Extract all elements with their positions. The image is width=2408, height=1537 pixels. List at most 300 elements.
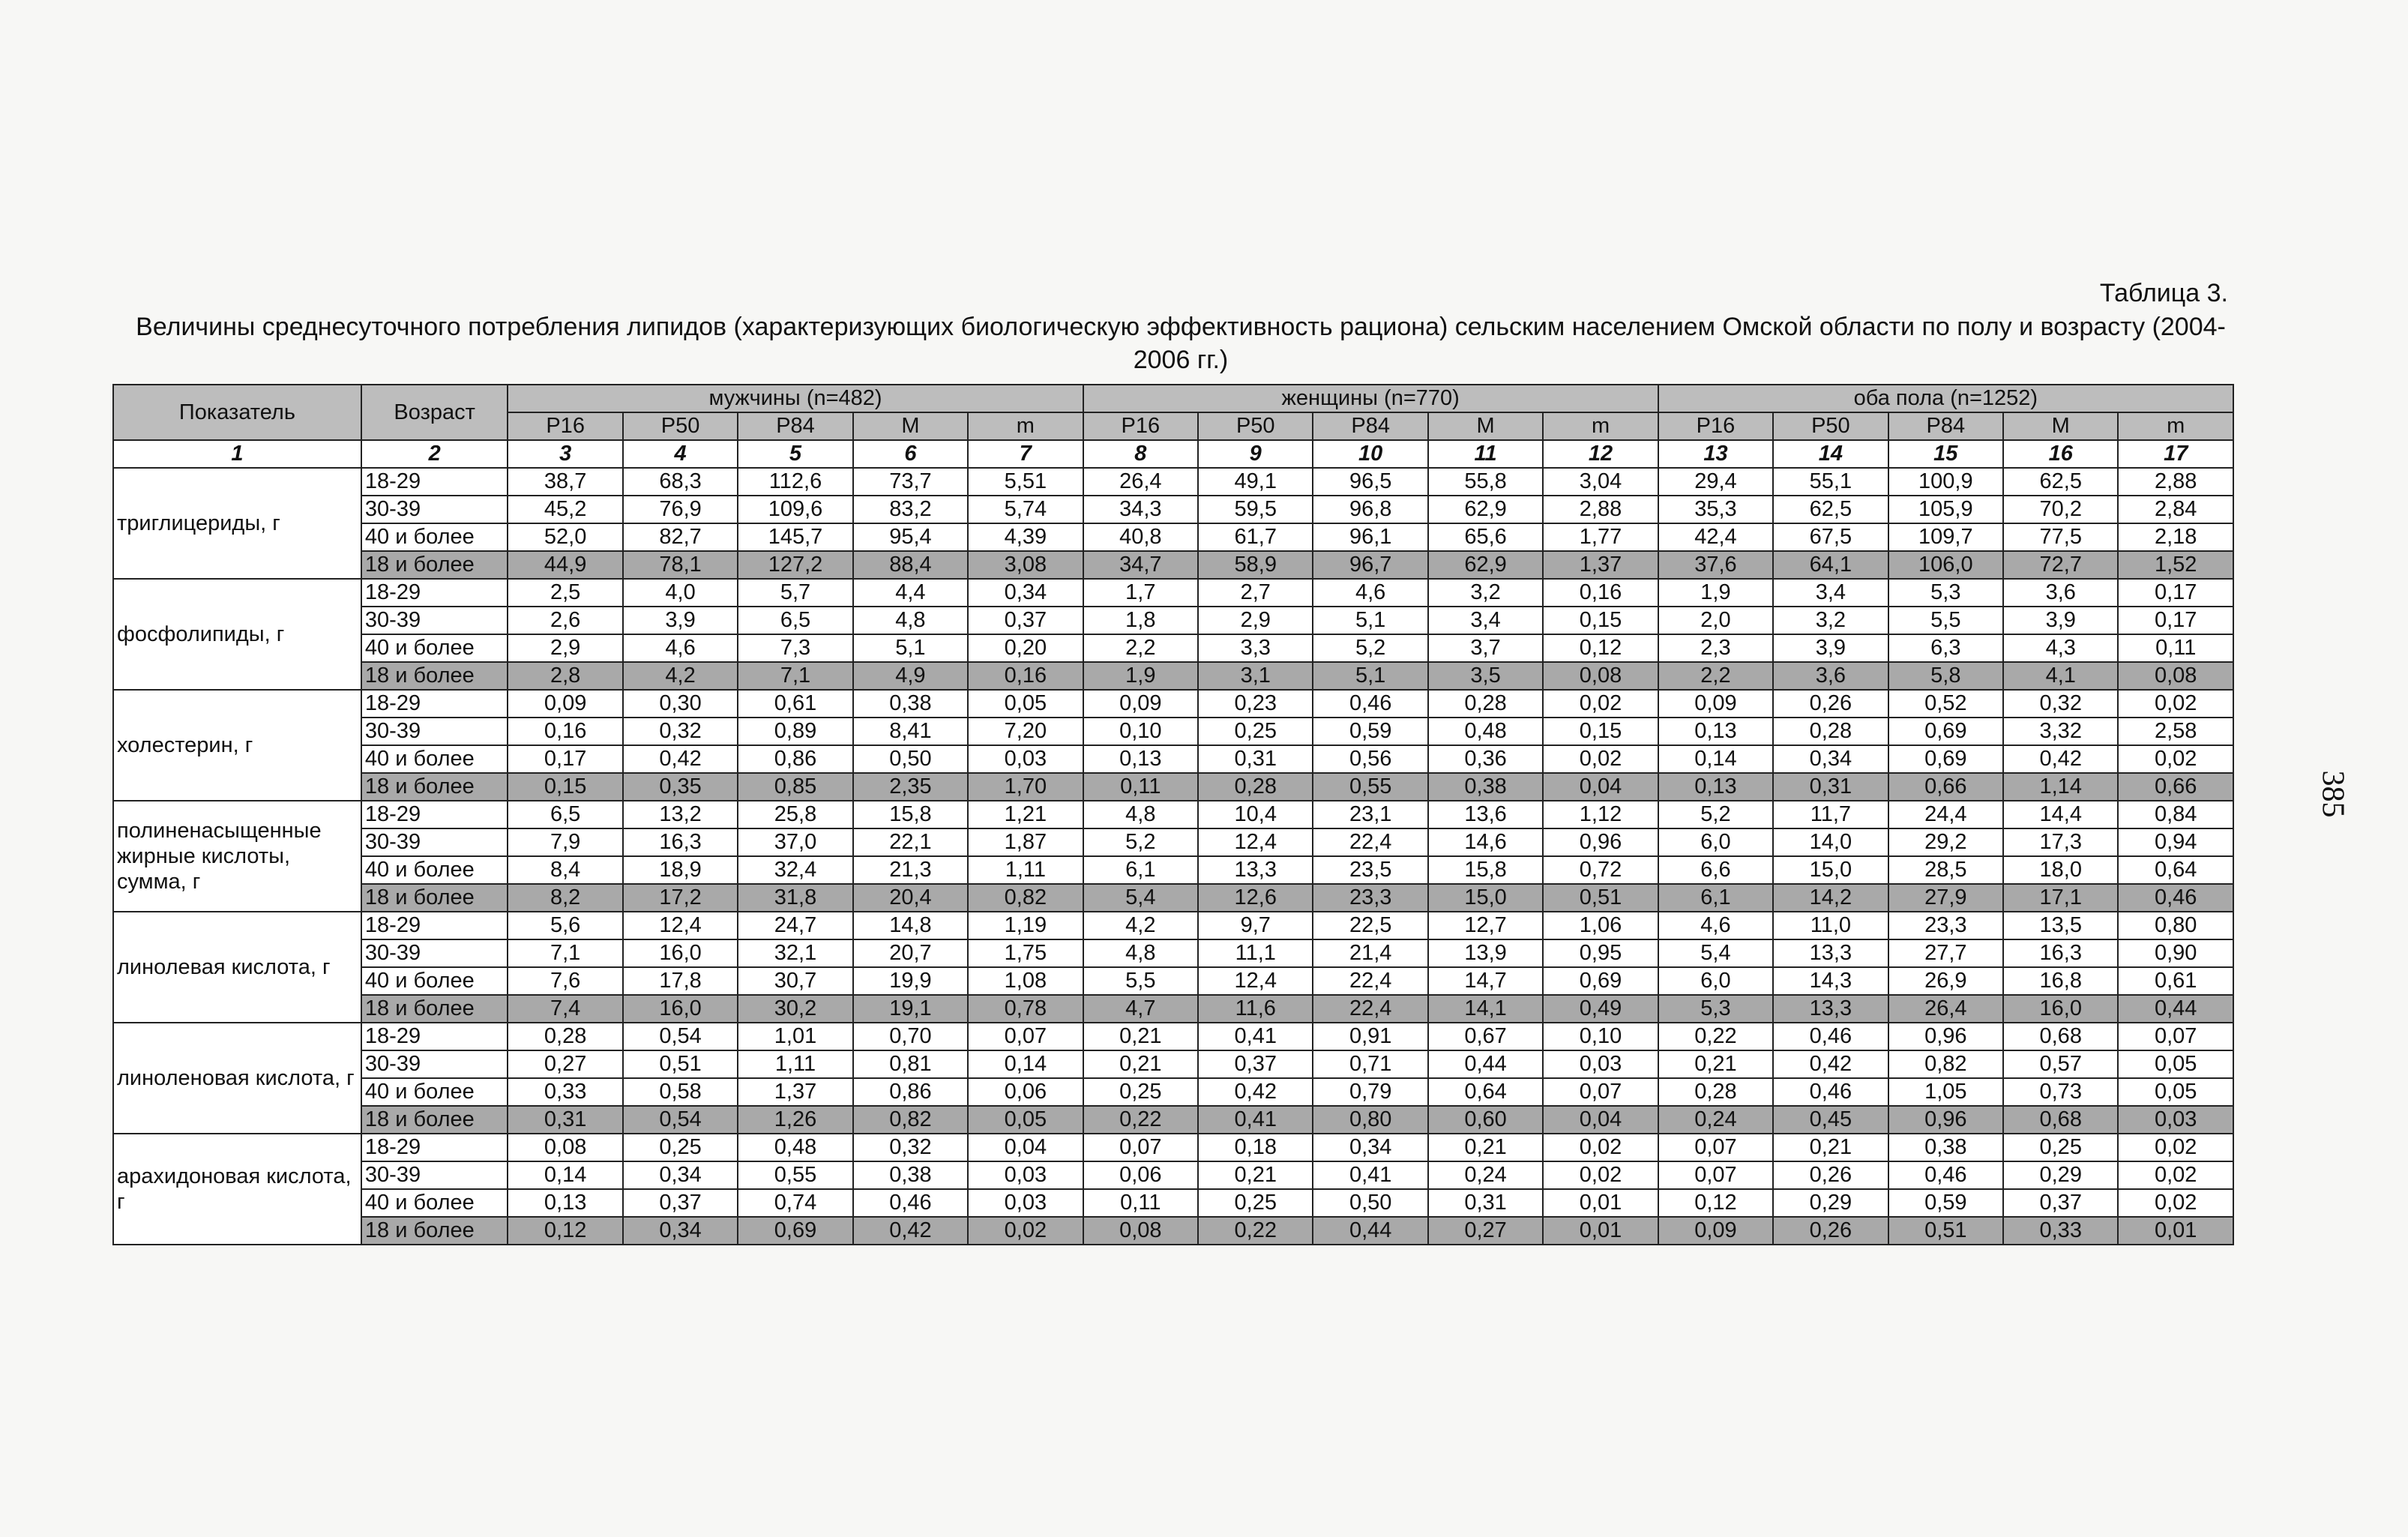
value-cell: 0,46 (1773, 1023, 1888, 1050)
age-cell: 40 и более (361, 523, 508, 551)
value-cell: 0,28 (1428, 690, 1543, 718)
value-cell: 72,7 (2003, 551, 2118, 579)
value-cell: 0,21 (1083, 1050, 1198, 1078)
value-cell: 62,9 (1428, 551, 1543, 579)
value-cell: 0,13 (1658, 718, 1773, 745)
value-cell: 5,4 (1083, 884, 1198, 912)
value-cell: 0,02 (2118, 1134, 2233, 1161)
value-cell: 0,13 (1658, 773, 1773, 801)
value-cell: 26,4 (1083, 468, 1198, 496)
value-cell: 0,14 (508, 1161, 622, 1189)
value-cell: 0,60 (1428, 1106, 1543, 1134)
value-cell: 5,1 (853, 634, 968, 662)
value-cell: 0,46 (1888, 1161, 2003, 1189)
value-cell: 7,3 (738, 634, 852, 662)
header-row-groups (113, 385, 2233, 412)
value-cell: 76,9 (623, 496, 738, 523)
value-cell: 22,4 (1313, 828, 1427, 856)
value-cell: 0,64 (2118, 856, 2233, 884)
value-cell: 6,1 (1083, 856, 1198, 884)
value-cell: 109,6 (738, 496, 852, 523)
value-cell: 1,37 (738, 1078, 852, 1106)
value-cell: 0,41 (1198, 1106, 1313, 1134)
value-cell: 4,6 (623, 634, 738, 662)
table-row (113, 496, 2233, 523)
value-cell: 0,38 (1428, 773, 1543, 801)
value-cell: 88,4 (853, 551, 968, 579)
age-cell: 18 и более (361, 773, 508, 801)
table-row (113, 690, 2233, 718)
value-cell: 22,1 (853, 828, 968, 856)
value-cell: 1,75 (968, 939, 1083, 967)
table-row (113, 1217, 2233, 1245)
value-cell: 64,1 (1773, 551, 1888, 579)
value-cell: 0,35 (623, 773, 738, 801)
column-number: 11 (1428, 440, 1543, 468)
value-cell: 0,01 (1543, 1189, 1658, 1217)
value-cell: 2,9 (508, 634, 622, 662)
value-cell: 0,02 (2118, 1161, 2233, 1189)
value-cell: 0,03 (968, 745, 1083, 773)
value-cell: 2,6 (508, 607, 622, 634)
value-cell: 0,31 (1428, 1189, 1543, 1217)
value-cell: 0,42 (853, 1217, 968, 1245)
value-cell: 3,08 (968, 551, 1083, 579)
value-cell: 18,9 (623, 856, 738, 884)
table-row (113, 1023, 2233, 1050)
value-cell: 2,7 (1198, 579, 1313, 607)
value-cell: 145,7 (738, 523, 852, 551)
column-number: 5 (738, 440, 852, 468)
value-cell: 14,7 (1428, 967, 1543, 995)
value-cell: 0,16 (1543, 579, 1658, 607)
value-cell: 0,02 (2118, 745, 2233, 773)
value-cell: 0,28 (1658, 1078, 1773, 1106)
value-cell: 11,0 (1773, 912, 1888, 939)
value-cell: 0,52 (1888, 690, 2003, 718)
value-cell: 1,37 (1543, 551, 1658, 579)
age-cell: 40 и более (361, 634, 508, 662)
value-cell: 3,04 (1543, 468, 1658, 496)
value-cell: 0,15 (1543, 718, 1658, 745)
value-cell: 0,41 (1198, 1023, 1313, 1050)
value-cell: 21,3 (853, 856, 968, 884)
value-cell: 35,3 (1658, 496, 1773, 523)
value-cell: 3,6 (1773, 662, 1888, 690)
table-row (113, 773, 2233, 801)
header-subcol: P16 (1083, 412, 1198, 440)
value-cell: 2,84 (2118, 496, 2233, 523)
value-cell: 0,03 (968, 1161, 1083, 1189)
table-row (113, 1078, 2233, 1106)
value-cell: 0,38 (853, 690, 968, 718)
value-cell: 0,07 (1658, 1161, 1773, 1189)
value-cell: 0,04 (1543, 773, 1658, 801)
value-cell: 0,17 (2118, 607, 2233, 634)
value-cell: 96,5 (1313, 468, 1427, 496)
age-cell: 18-29 (361, 690, 508, 718)
header-group-men: мужчины (n=482) (508, 385, 1083, 412)
table-row (113, 828, 2233, 856)
column-number: 1 (113, 440, 361, 468)
age-cell: 30-39 (361, 607, 508, 634)
value-cell: 0,48 (1428, 718, 1543, 745)
value-cell: 5,3 (1888, 579, 2003, 607)
value-cell: 11,6 (1198, 995, 1313, 1023)
age-cell: 18 и более (361, 1106, 508, 1134)
value-cell: 3,9 (2003, 607, 2118, 634)
value-cell: 3,7 (1428, 634, 1543, 662)
table-row (113, 995, 2233, 1023)
value-cell: 0,09 (1083, 690, 1198, 718)
value-cell: 4,9 (853, 662, 968, 690)
value-cell: 0,09 (1658, 690, 1773, 718)
value-cell: 0,94 (2118, 828, 2233, 856)
lipid-intake-table (112, 384, 2234, 1245)
value-cell: 0,66 (2118, 773, 2233, 801)
value-cell: 0,64 (1428, 1078, 1543, 1106)
value-cell: 14,3 (1773, 967, 1888, 995)
value-cell: 5,3 (1658, 995, 1773, 1023)
value-cell: 55,1 (1773, 468, 1888, 496)
value-cell: 0,67 (1428, 1023, 1543, 1050)
value-cell: 0,59 (1888, 1189, 2003, 1217)
value-cell: 4,6 (1658, 912, 1773, 939)
value-cell: 4,6 (1313, 579, 1427, 607)
value-cell: 0,71 (1313, 1050, 1427, 1078)
value-cell: 0,73 (2003, 1078, 2118, 1106)
age-cell: 18 и более (361, 995, 508, 1023)
value-cell: 78,1 (623, 551, 738, 579)
value-cell: 0,74 (738, 1189, 852, 1217)
value-cell: 65,6 (1428, 523, 1543, 551)
value-cell: 3,3 (1198, 634, 1313, 662)
value-cell: 0,20 (968, 634, 1083, 662)
value-cell: 13,3 (1773, 939, 1888, 967)
value-cell: 0,24 (1428, 1161, 1543, 1189)
value-cell: 17,2 (623, 884, 738, 912)
age-cell: 30-39 (361, 828, 508, 856)
value-cell: 3,2 (1428, 579, 1543, 607)
value-cell: 1,01 (738, 1023, 852, 1050)
value-cell: 0,56 (1313, 745, 1427, 773)
value-cell: 11,7 (1773, 801, 1888, 828)
value-cell: 0,08 (2118, 662, 2233, 690)
value-cell: 0,02 (1543, 745, 1658, 773)
header-age: Возраст (361, 385, 508, 440)
header-group-women: женщины (n=770) (1083, 385, 1658, 412)
value-cell: 0,02 (1543, 690, 1658, 718)
header-subcol: P84 (1888, 412, 2003, 440)
table-row (113, 1161, 2233, 1189)
value-cell: 0,86 (738, 745, 852, 773)
value-cell: 4,2 (1083, 912, 1198, 939)
value-cell: 0,54 (623, 1106, 738, 1134)
value-cell: 0,51 (1543, 884, 1658, 912)
value-cell: 0,42 (623, 745, 738, 773)
column-number: 2 (361, 440, 508, 468)
value-cell: 5,4 (1658, 939, 1773, 967)
value-cell: 0,26 (1773, 1217, 1888, 1245)
value-cell: 32,4 (738, 856, 852, 884)
value-cell: 1,8 (1083, 607, 1198, 634)
age-cell: 18 и более (361, 662, 508, 690)
value-cell: 0,59 (1313, 718, 1427, 745)
value-cell: 5,1 (1313, 662, 1427, 690)
value-cell: 2,3 (1658, 634, 1773, 662)
age-cell: 30-39 (361, 939, 508, 967)
value-cell: 0,07 (1543, 1078, 1658, 1106)
value-cell: 73,7 (853, 468, 968, 496)
value-cell: 28,5 (1888, 856, 2003, 884)
value-cell: 0,82 (853, 1106, 968, 1134)
header-subcol: P16 (1658, 412, 1773, 440)
value-cell: 0,04 (1543, 1106, 1658, 1134)
value-cell: 13,2 (623, 801, 738, 828)
value-cell: 34,7 (1083, 551, 1198, 579)
table-row (113, 884, 2233, 912)
value-cell: 3,2 (1773, 607, 1888, 634)
value-cell: 0,16 (508, 718, 622, 745)
value-cell: 12,6 (1198, 884, 1313, 912)
value-cell: 38,7 (508, 468, 622, 496)
value-cell: 112,6 (738, 468, 852, 496)
value-cell: 1,9 (1658, 579, 1773, 607)
value-cell: 0,04 (968, 1134, 1083, 1161)
value-cell: 0,11 (1083, 1189, 1198, 1217)
value-cell: 1,08 (968, 967, 1083, 995)
value-cell: 0,05 (2118, 1050, 2233, 1078)
table-row (113, 468, 2233, 496)
value-cell: 12,4 (623, 912, 738, 939)
column-number: 12 (1543, 440, 1658, 468)
value-cell: 0,27 (1428, 1217, 1543, 1245)
age-cell: 40 и более (361, 1078, 508, 1106)
value-cell: 77,5 (2003, 523, 2118, 551)
value-cell: 0,34 (623, 1161, 738, 1189)
value-cell: 0,08 (508, 1134, 622, 1161)
value-cell: 1,70 (968, 773, 1083, 801)
value-cell: 15,8 (1428, 856, 1543, 884)
value-cell: 61,7 (1198, 523, 1313, 551)
value-cell: 0,69 (1888, 745, 2003, 773)
value-cell: 2,9 (1198, 607, 1313, 634)
value-cell: 0,34 (968, 579, 1083, 607)
table-row (113, 718, 2233, 745)
value-cell: 0,16 (968, 662, 1083, 690)
value-cell: 0,24 (1658, 1106, 1773, 1134)
value-cell: 32,1 (738, 939, 852, 967)
value-cell: 5,2 (1083, 828, 1198, 856)
value-cell: 2,58 (2118, 718, 2233, 745)
value-cell: 16,8 (2003, 967, 2118, 995)
value-cell: 0,69 (738, 1217, 852, 1245)
value-cell: 3,9 (1773, 634, 1888, 662)
value-cell: 100,9 (1888, 468, 2003, 496)
value-cell: 0,28 (1198, 773, 1313, 801)
header-subcol: P50 (1773, 412, 1888, 440)
age-cell: 30-39 (361, 1161, 508, 1189)
value-cell: 0,22 (1083, 1106, 1198, 1134)
value-cell: 0,12 (508, 1217, 622, 1245)
value-cell: 3,1 (1198, 662, 1313, 690)
value-cell: 0,55 (1313, 773, 1427, 801)
value-cell: 96,7 (1313, 551, 1427, 579)
value-cell: 96,1 (1313, 523, 1427, 551)
value-cell: 0,18 (1198, 1134, 1313, 1161)
value-cell: 0,25 (1083, 1078, 1198, 1106)
value-cell: 2,2 (1083, 634, 1198, 662)
header-group-both: оба пола (n=1252) (1658, 385, 2233, 412)
value-cell: 5,74 (968, 496, 1083, 523)
value-cell: 0,61 (2118, 967, 2233, 995)
value-cell: 0,61 (738, 690, 852, 718)
indicator-cell: линолевая кислота, г (113, 912, 361, 1023)
value-cell: 0,37 (2003, 1189, 2118, 1217)
value-cell: 13,9 (1428, 939, 1543, 967)
value-cell: 1,12 (1543, 801, 1658, 828)
value-cell: 45,2 (508, 496, 622, 523)
header-subcol: m (1543, 412, 1658, 440)
age-cell: 40 и более (361, 1189, 508, 1217)
value-cell: 8,41 (853, 718, 968, 745)
table-row (113, 1106, 2233, 1134)
value-cell: 0,26 (1773, 690, 1888, 718)
value-cell: 37,0 (738, 828, 852, 856)
value-cell: 0,46 (853, 1189, 968, 1217)
value-cell: 42,4 (1658, 523, 1773, 551)
value-cell: 23,3 (1888, 912, 2003, 939)
value-cell: 59,5 (1198, 496, 1313, 523)
value-cell: 0,42 (2003, 745, 2118, 773)
value-cell: 0,26 (1773, 1161, 1888, 1189)
header-indicator: Показатель (113, 385, 361, 440)
value-cell: 0,10 (1083, 718, 1198, 745)
table-row (113, 1134, 2233, 1161)
value-cell: 0,27 (508, 1050, 622, 1078)
value-cell: 62,9 (1428, 496, 1543, 523)
value-cell: 0,78 (968, 995, 1083, 1023)
value-cell: 0,25 (1198, 718, 1313, 745)
value-cell: 0,06 (1083, 1161, 1198, 1189)
value-cell: 0,22 (1658, 1023, 1773, 1050)
value-cell: 15,8 (853, 801, 968, 828)
table-row (113, 1050, 2233, 1078)
value-cell: 0,82 (1888, 1050, 2003, 1078)
value-cell: 5,7 (738, 579, 852, 607)
value-cell: 0,38 (1888, 1134, 2003, 1161)
value-cell: 0,44 (1313, 1217, 1427, 1245)
value-cell: 0,02 (2118, 690, 2233, 718)
value-cell: 2,5 (508, 579, 622, 607)
value-cell: 105,9 (1888, 496, 2003, 523)
value-cell: 0,02 (968, 1217, 1083, 1245)
value-cell: 16,0 (623, 995, 738, 1023)
indicator-cell: арахидоновая кислота, г (113, 1134, 361, 1245)
value-cell: 0,46 (1773, 1078, 1888, 1106)
value-cell: 0,12 (1543, 634, 1658, 662)
value-cell: 3,9 (623, 607, 738, 634)
value-cell: 2,0 (1658, 607, 1773, 634)
value-cell: 0,48 (738, 1134, 852, 1161)
table-row (113, 801, 2233, 828)
value-cell: 0,11 (2118, 634, 2233, 662)
value-cell: 0,80 (1313, 1106, 1427, 1134)
value-cell: 0,82 (968, 884, 1083, 912)
value-cell: 26,9 (1888, 967, 2003, 995)
value-cell: 0,32 (853, 1134, 968, 1161)
value-cell: 5,5 (1888, 607, 2003, 634)
value-cell: 0,89 (738, 718, 852, 745)
value-cell: 40,8 (1083, 523, 1198, 551)
value-cell: 6,6 (1658, 856, 1773, 884)
age-cell: 18-29 (361, 801, 508, 828)
value-cell: 0,46 (1313, 690, 1427, 718)
indicator-cell: триглицериды, г (113, 468, 361, 579)
value-cell: 14,1 (1428, 995, 1543, 1023)
value-cell: 14,2 (1773, 884, 1888, 912)
value-cell: 27,9 (1888, 884, 2003, 912)
value-cell: 7,1 (508, 939, 622, 967)
header-subcol: M (853, 412, 968, 440)
value-cell: 6,0 (1658, 828, 1773, 856)
value-cell: 5,51 (968, 468, 1083, 496)
table-row (113, 912, 2233, 939)
value-cell: 0,84 (2118, 801, 2233, 828)
value-cell: 0,91 (1313, 1023, 1427, 1050)
value-cell: 6,5 (738, 607, 852, 634)
value-cell: 82,7 (623, 523, 738, 551)
indicator-cell: линоленовая кислота, г (113, 1023, 361, 1134)
value-cell: 1,77 (1543, 523, 1658, 551)
value-cell: 1,14 (2003, 773, 2118, 801)
value-cell: 0,01 (1543, 1217, 1658, 1245)
value-cell: 29,2 (1888, 828, 2003, 856)
age-cell: 40 и более (361, 745, 508, 773)
value-cell: 55,8 (1428, 468, 1543, 496)
value-cell: 0,07 (1658, 1134, 1773, 1161)
age-cell: 40 и более (361, 967, 508, 995)
value-cell: 0,21 (1198, 1161, 1313, 1189)
table-caption: Таблица 3. (2099, 279, 2228, 307)
value-cell: 0,79 (1313, 1078, 1427, 1106)
age-cell: 18-29 (361, 468, 508, 496)
value-cell: 0,15 (1543, 607, 1658, 634)
value-cell: 4,1 (2003, 662, 2118, 690)
value-cell: 1,26 (738, 1106, 852, 1134)
value-cell: 0,08 (1543, 662, 1658, 690)
value-cell: 6,3 (1888, 634, 2003, 662)
indicator-cell: фосфолипиды, г (113, 579, 361, 690)
header-subcol: P84 (1313, 412, 1427, 440)
column-number: 7 (968, 440, 1083, 468)
value-cell: 2,35 (853, 773, 968, 801)
header-row-column-numbers (113, 440, 2233, 468)
value-cell: 0,81 (853, 1050, 968, 1078)
age-cell: 40 и более (361, 856, 508, 884)
value-cell: 4,3 (2003, 634, 2118, 662)
value-cell: 62,5 (1773, 496, 1888, 523)
value-cell: 17,1 (2003, 884, 2118, 912)
value-cell: 3,6 (2003, 579, 2118, 607)
value-cell: 0,25 (623, 1134, 738, 1161)
age-cell: 18-29 (361, 912, 508, 939)
value-cell: 5,6 (508, 912, 622, 939)
value-cell: 16,0 (2003, 995, 2118, 1023)
value-cell: 20,4 (853, 884, 968, 912)
value-cell: 109,7 (1888, 523, 2003, 551)
value-cell: 22,4 (1313, 967, 1427, 995)
